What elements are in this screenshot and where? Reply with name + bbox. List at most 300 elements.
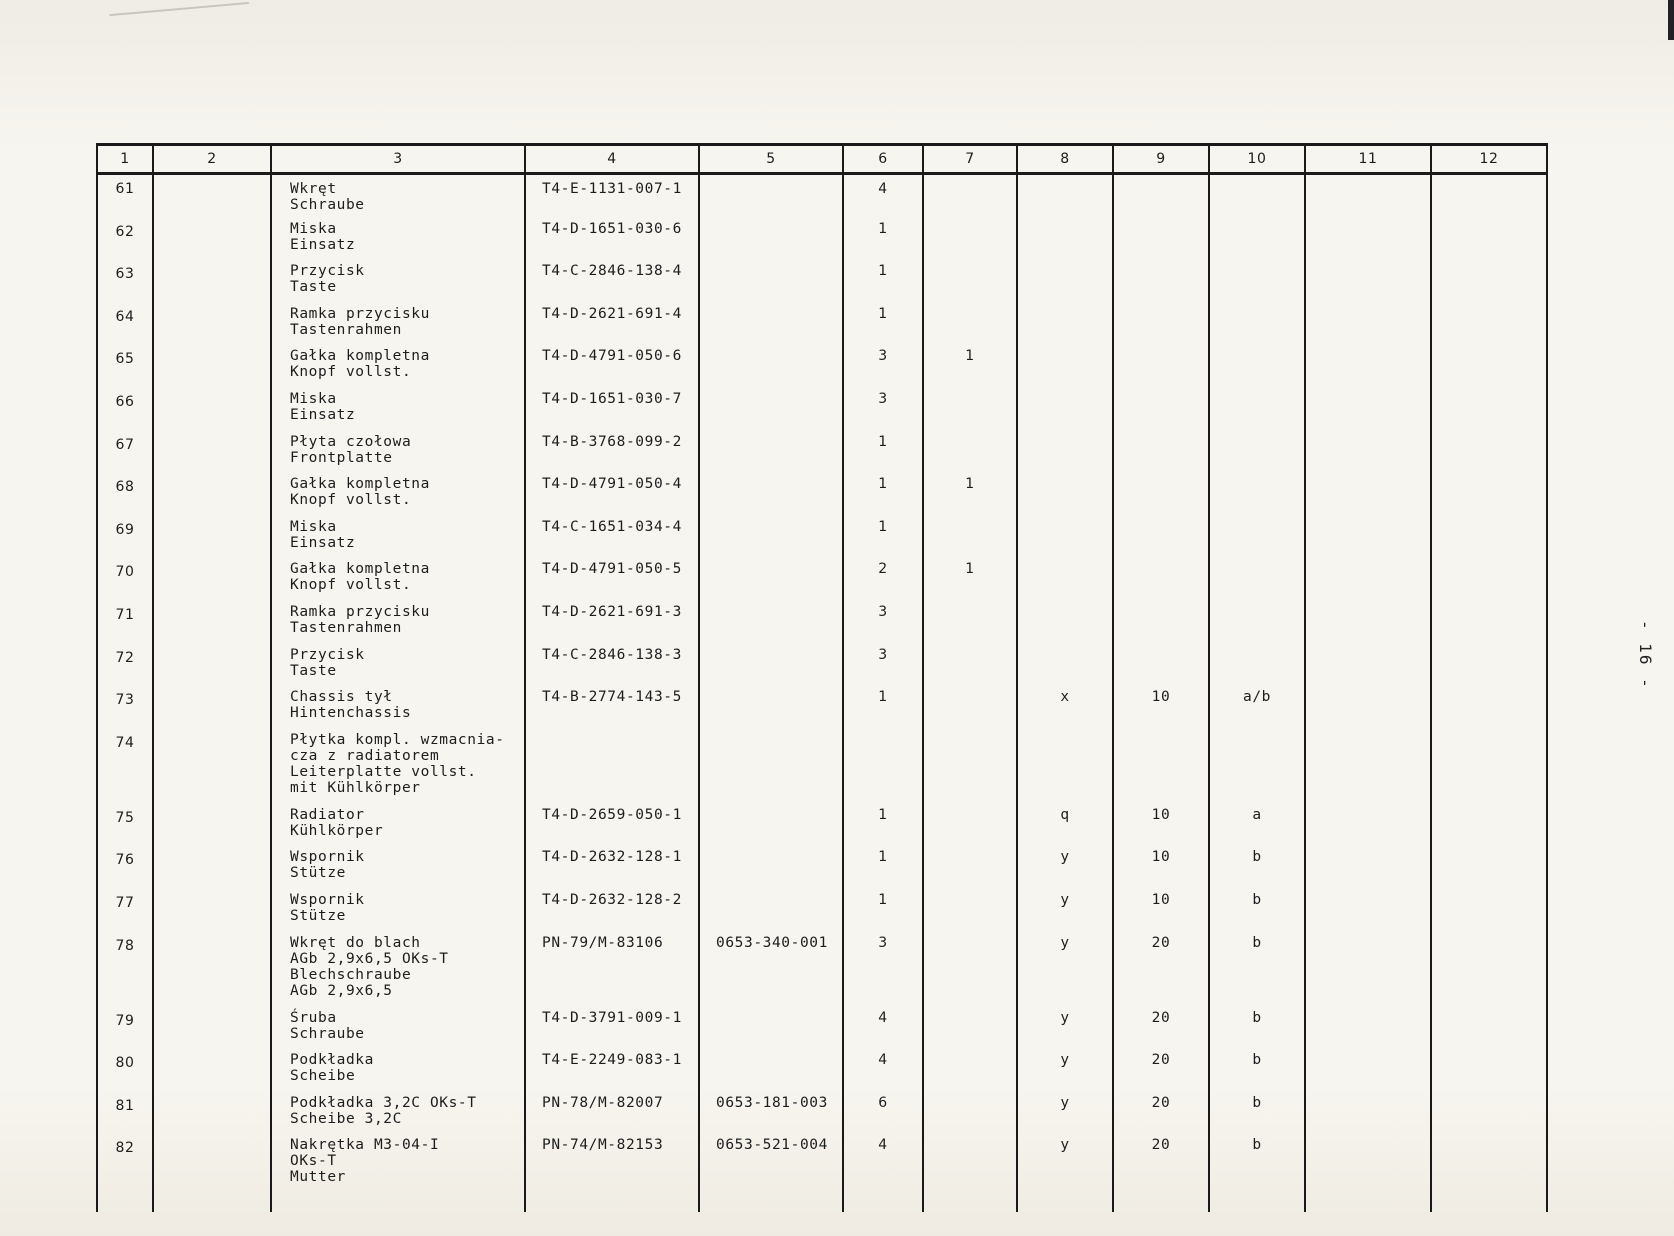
quantity-col-7 [923,849,1017,892]
part-code: T4-D-2632-128-1 [525,849,699,892]
item-description: Nakrętka M3-04-I OKs-T Mutter [271,1137,525,1198]
part-code: PN-79/M-83106 [525,935,699,1010]
item-number: 76 [97,849,153,892]
cell-col-8: x [1017,689,1113,732]
quantity-col-7 [923,306,1017,349]
item-number: 82 [97,1137,153,1198]
column-header-10: 10 [1209,145,1305,174]
cell-col-12 [1431,1137,1547,1198]
item-description: Ramka przycisku Tastenrahmen [271,604,525,647]
quantity-col-7 [923,807,1017,850]
table-row [97,849,1547,892]
cell-col-10: b [1209,892,1305,935]
cell-col-8 [1017,519,1113,562]
cell-col-10 [1209,604,1305,647]
table-row [97,174,1547,221]
column-header-12: 12 [1431,145,1547,174]
table-row [97,935,1547,1010]
cell-col-11 [1305,689,1431,732]
table-row [97,391,1547,434]
item-number: 78 [97,935,153,1010]
quantity: 4 [843,1010,923,1053]
quantity-col-7 [923,1052,1017,1095]
cell-col-9 [1113,561,1209,604]
standard-code [699,1010,843,1053]
cell-col-9 [1113,476,1209,519]
item-number: 69 [97,519,153,562]
column-header-11: 11 [1305,145,1431,174]
quantity: 3 [843,935,923,1010]
cell-col-11 [1305,476,1431,519]
quantity-col-7 [923,732,1017,807]
item-description: Ramka przycisku Tastenrahmen [271,306,525,349]
part-code: T4-B-3768-099-2 [525,434,699,477]
cell-col-11 [1305,391,1431,434]
standard-code [699,604,843,647]
cell-col-11 [1305,1095,1431,1138]
cell-col-12 [1431,1010,1547,1053]
cell-col-8: y [1017,849,1113,892]
cell-col-9 [1113,306,1209,349]
cell-col-9 [1113,221,1209,264]
item-description: Podkładka 3,2C OKs-T Scheibe 3,2C [271,1095,525,1138]
cell-col-10: b [1209,1095,1305,1138]
column-header-5: 5 [699,145,843,174]
cell-col-11 [1305,1137,1431,1198]
cell-col-12 [1431,434,1547,477]
cell-col-11 [1305,732,1431,807]
quantity: 1 [843,807,923,850]
item-description: Gałka kompletna Knopf vollst. [271,348,525,391]
standard-code: 0653-521-004 [699,1137,843,1198]
cell-col-8: y [1017,1137,1113,1198]
cell-col-9: 10 [1113,689,1209,732]
table-row [97,561,1547,604]
table-row [97,221,1547,264]
cell-col-9 [1113,348,1209,391]
quantity-col-7: 1 [923,476,1017,519]
cell-col-2 [153,935,271,1010]
cell-col-8: y [1017,892,1113,935]
cell-col-10: a/b [1209,689,1305,732]
cell-col-2 [153,647,271,690]
cell-col-12 [1431,689,1547,732]
spacer-cell [843,1198,923,1212]
cell-col-12 [1431,849,1547,892]
cell-col-2 [153,604,271,647]
cell-col-10: b [1209,1137,1305,1198]
cell-col-2 [153,1052,271,1095]
cell-col-12 [1431,391,1547,434]
cell-col-12 [1431,174,1547,221]
part-code: T4-D-4791-050-4 [525,476,699,519]
cell-col-2 [153,434,271,477]
cell-col-12 [1431,604,1547,647]
cell-col-10 [1209,647,1305,690]
item-description: Miska Einsatz [271,221,525,264]
item-number: 73 [97,689,153,732]
quantity: 1 [843,519,923,562]
item-number: 77 [97,892,153,935]
item-description: Przycisk Taste [271,647,525,690]
item-number: 72 [97,647,153,690]
quantity-col-7 [923,647,1017,690]
quantity: 1 [843,306,923,349]
quantity: 4 [843,174,923,221]
part-code: PN-78/M-82007 [525,1095,699,1138]
spacer-cell [97,1198,153,1212]
item-number: 80 [97,1052,153,1095]
item-description: Radiator Kühlkörper [271,807,525,850]
cell-col-11 [1305,519,1431,562]
cell-col-8 [1017,604,1113,647]
standard-code: 0653-181-003 [699,1095,843,1138]
cell-col-8 [1017,306,1113,349]
item-description: Wkręt Schraube [271,174,525,221]
quantity: 1 [843,689,923,732]
cell-col-9 [1113,391,1209,434]
cell-col-12 [1431,732,1547,807]
quantity [843,732,923,807]
item-number: 74 [97,732,153,807]
quantity-col-7 [923,1095,1017,1138]
cell-col-10: b [1209,849,1305,892]
cell-col-10 [1209,348,1305,391]
cell-col-11 [1305,849,1431,892]
part-code: T4-D-3791-009-1 [525,1010,699,1053]
cell-col-9: 20 [1113,1010,1209,1053]
quantity: 1 [843,221,923,264]
cell-col-11 [1305,892,1431,935]
table-row [97,519,1547,562]
cell-col-8 [1017,434,1113,477]
spacer-cell [525,1198,699,1212]
spacer-cell [153,1198,271,1212]
cell-col-11 [1305,561,1431,604]
cell-col-10 [1209,221,1305,264]
cell-col-8: y [1017,1010,1113,1053]
cell-col-2 [153,221,271,264]
quantity-col-7 [923,935,1017,1010]
cell-col-12 [1431,221,1547,264]
table-row [97,1095,1547,1138]
column-header-8: 8 [1017,145,1113,174]
spacer-cell [1113,1198,1209,1212]
part-code: T4-D-1651-030-6 [525,221,699,264]
header-row [97,145,1547,174]
column-header-1: 1 [97,145,153,174]
cell-col-8 [1017,647,1113,690]
standard-code [699,647,843,690]
item-number: 81 [97,1095,153,1138]
cell-col-12 [1431,476,1547,519]
quantity: 4 [843,1137,923,1198]
cell-col-8 [1017,348,1113,391]
cell-col-8: y [1017,1095,1113,1138]
table-row [97,604,1547,647]
quantity: 3 [843,391,923,434]
cell-col-12 [1431,561,1547,604]
quantity: 1 [843,476,923,519]
column-header-6: 6 [843,145,923,174]
item-number: 71 [97,604,153,647]
cell-col-9: 10 [1113,807,1209,850]
cell-col-11 [1305,647,1431,690]
cell-col-11 [1305,807,1431,850]
table-row [97,348,1547,391]
cell-col-10: b [1209,1010,1305,1053]
table-row [97,263,1547,306]
part-code: T4-E-2249-083-1 [525,1052,699,1095]
cell-col-10 [1209,391,1305,434]
cell-col-9: 20 [1113,1137,1209,1198]
part-code: T4-E-1131-007-1 [525,174,699,221]
quantity-col-7: 1 [923,348,1017,391]
cell-col-2 [153,689,271,732]
cell-col-11 [1305,306,1431,349]
item-description: Gałka kompletna Knopf vollst. [271,561,525,604]
table-bottom-spacer [97,1198,1547,1212]
cell-col-2 [153,476,271,519]
spacer-cell [1431,1198,1547,1212]
item-number: 67 [97,434,153,477]
cell-col-9 [1113,604,1209,647]
spacer-cell [1017,1198,1113,1212]
cell-col-11 [1305,263,1431,306]
part-code: T4-D-2621-691-3 [525,604,699,647]
standard-code [699,519,843,562]
cell-col-10: a [1209,807,1305,850]
cell-col-9 [1113,174,1209,221]
item-description: Płyta czołowa Frontplatte [271,434,525,477]
cell-col-9: 20 [1113,1052,1209,1095]
quantity: 1 [843,892,923,935]
cell-col-10 [1209,476,1305,519]
part-code: PN-74/M-82153 [525,1137,699,1198]
cell-col-8 [1017,221,1113,264]
cell-col-10 [1209,263,1305,306]
item-number: 62 [97,221,153,264]
item-number: 64 [97,306,153,349]
standard-code [699,892,843,935]
standard-code [699,732,843,807]
cell-col-9 [1113,263,1209,306]
quantity: 3 [843,647,923,690]
cell-col-11 [1305,174,1431,221]
item-number: 79 [97,1010,153,1053]
cell-col-2 [153,1010,271,1053]
cell-col-9 [1113,434,1209,477]
part-code: T4-C-1651-034-4 [525,519,699,562]
cell-col-12 [1431,807,1547,850]
cell-col-8: y [1017,1052,1113,1095]
item-description: Miska Einsatz [271,391,525,434]
part-code: T4-B-2774-143-5 [525,689,699,732]
cell-col-12 [1431,263,1547,306]
item-description: Wspornik Stütze [271,849,525,892]
quantity-col-7: 1 [923,561,1017,604]
cell-col-8 [1017,476,1113,519]
page-number: - 16 - [1636,620,1655,690]
item-number: 75 [97,807,153,850]
cell-col-2 [153,849,271,892]
cell-col-12 [1431,348,1547,391]
item-description: Gałka kompletna Knopf vollst. [271,476,525,519]
cell-col-2 [153,732,271,807]
item-description: Podkładka Scheibe [271,1052,525,1095]
standard-code [699,849,843,892]
cell-col-11 [1305,1052,1431,1095]
quantity-col-7 [923,689,1017,732]
cell-col-8 [1017,561,1113,604]
standard-code [699,391,843,434]
standard-code [699,174,843,221]
standard-code [699,348,843,391]
quantity: 1 [843,849,923,892]
spacer-cell [923,1198,1017,1212]
cell-col-10: b [1209,1052,1305,1095]
part-code: T4-D-2621-691-4 [525,306,699,349]
table-row [97,689,1547,732]
cell-col-12 [1431,647,1547,690]
cell-col-11 [1305,935,1431,1010]
table-row [97,892,1547,935]
part-code: T4-D-2659-050-1 [525,807,699,850]
cell-col-9 [1113,647,1209,690]
part-code: T4-D-2632-128-2 [525,892,699,935]
cell-col-10 [1209,561,1305,604]
cell-col-8: y [1017,935,1113,1010]
spacer-cell [1209,1198,1305,1212]
column-header-9: 9 [1113,145,1209,174]
page-edge-mark [1668,0,1674,40]
cell-col-9: 10 [1113,892,1209,935]
item-description: Wspornik Stütze [271,892,525,935]
cell-col-10 [1209,434,1305,477]
paper-stain [109,2,250,36]
column-header-7: 7 [923,145,1017,174]
table-row [97,1010,1547,1053]
cell-col-9: 20 [1113,935,1209,1010]
item-description: Przycisk Taste [271,263,525,306]
part-code [525,732,699,807]
quantity-col-7 [923,519,1017,562]
cell-col-8 [1017,263,1113,306]
table-row [97,647,1547,690]
quantity: 3 [843,348,923,391]
table-row [97,306,1547,349]
table-body [97,174,1547,1213]
table-row [97,434,1547,477]
cell-col-2 [153,391,271,434]
part-code: T4-C-2846-138-3 [525,647,699,690]
standard-code [699,476,843,519]
part-code: T4-C-2846-138-4 [525,263,699,306]
cell-col-12 [1431,519,1547,562]
column-header-4: 4 [525,145,699,174]
item-description: Chassis tył Hintenchassis [271,689,525,732]
quantity-col-7 [923,1010,1017,1053]
standard-code [699,221,843,264]
standard-code [699,561,843,604]
item-number: 65 [97,348,153,391]
cell-col-12 [1431,1095,1547,1138]
cell-col-12 [1431,306,1547,349]
part-code: T4-D-4791-050-5 [525,561,699,604]
quantity: 6 [843,1095,923,1138]
quantity: 1 [843,434,923,477]
item-description: Miska Einsatz [271,519,525,562]
cell-col-2 [153,892,271,935]
cell-col-12 [1431,1052,1547,1095]
standard-code [699,807,843,850]
cell-col-11 [1305,604,1431,647]
spacer-cell [699,1198,843,1212]
standard-code [699,306,843,349]
cell-col-11 [1305,434,1431,477]
cell-col-2 [153,561,271,604]
cell-col-10 [1209,306,1305,349]
cell-col-9 [1113,732,1209,807]
standard-code [699,1052,843,1095]
cell-col-2 [153,807,271,850]
cell-col-9 [1113,519,1209,562]
standard-code [699,263,843,306]
item-description: Śruba Schraube [271,1010,525,1053]
cell-col-8 [1017,174,1113,221]
quantity-col-7 [923,892,1017,935]
table-row [97,476,1547,519]
cell-col-11 [1305,1010,1431,1053]
cell-col-2 [153,1137,271,1198]
quantity: 1 [843,263,923,306]
cell-col-2 [153,348,271,391]
table-row [97,1137,1547,1198]
item-number: 66 [97,391,153,434]
standard-code: 0653-340-001 [699,935,843,1010]
cell-col-10 [1209,732,1305,807]
cell-col-8 [1017,391,1113,434]
cell-col-11 [1305,221,1431,264]
quantity-col-7 [923,221,1017,264]
item-description: Wkręt do blach AGb 2,9x6,5 OKs-T Blechschraube AGb 2,9x6,5 [271,935,525,1010]
quantity-col-7 [923,174,1017,221]
spacer-cell [1305,1198,1431,1212]
parts-table [96,143,1548,1212]
item-number: 70 [97,561,153,604]
cell-col-2 [153,306,271,349]
cell-col-9: 20 [1113,1095,1209,1138]
part-code: T4-D-4791-050-6 [525,348,699,391]
cell-col-2 [153,519,271,562]
cell-col-12 [1431,935,1547,1010]
cell-col-9: 10 [1113,849,1209,892]
table-row [97,807,1547,850]
cell-col-2 [153,1095,271,1138]
table-row [97,732,1547,807]
quantity: 2 [843,561,923,604]
item-number: 61 [97,174,153,221]
quantity: 3 [843,604,923,647]
cell-col-12 [1431,892,1547,935]
cell-col-11 [1305,348,1431,391]
quantity-col-7 [923,604,1017,647]
cell-col-10 [1209,519,1305,562]
column-header-3: 3 [271,145,525,174]
table-row [97,1052,1547,1095]
cell-col-8 [1017,732,1113,807]
quantity-col-7 [923,434,1017,477]
